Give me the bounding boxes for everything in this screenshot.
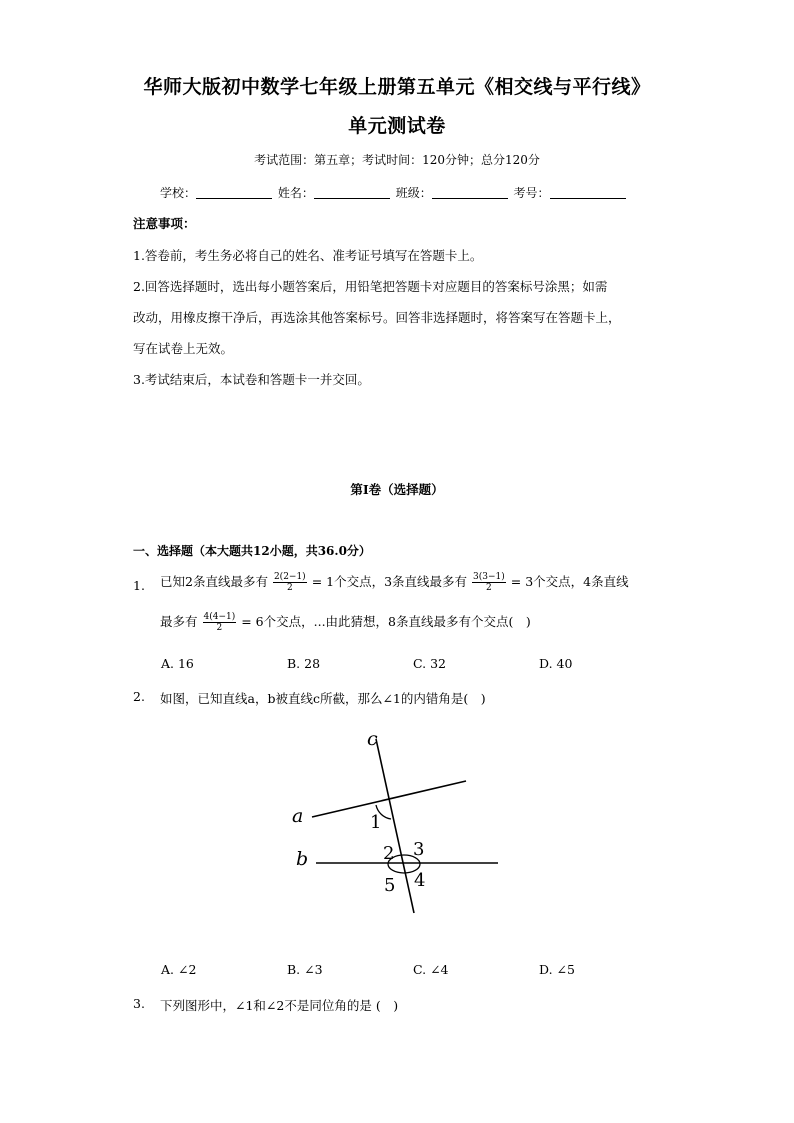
volume-title: 第I卷（选择题）	[350, 482, 444, 497]
line-a	[312, 781, 466, 817]
name-label: 姓名：	[277, 186, 314, 200]
q1-fraction-3-num: 4(4−1)	[203, 612, 236, 622]
page-subtitle: 单元测试卷	[348, 115, 446, 137]
student-info-row	[160, 184, 660, 201]
q1-fraction-1	[273, 572, 307, 593]
label-angle-4: 4	[414, 870, 426, 891]
q1-option-a: A. 16	[161, 656, 194, 671]
note-item-2-line3: 写在试卷上无效。	[133, 341, 234, 356]
notes-heading: 注意事项：	[133, 216, 196, 231]
q1-option-c: C. 32	[413, 656, 446, 671]
label-b: b	[296, 848, 309, 870]
q1-text-3: = 3个交点，4条直线	[510, 574, 629, 589]
note-item-1: 1.答卷前，考生务必将自己的姓名、准考证号填写在答题卡上。	[133, 248, 483, 263]
q1-text-2: = 1个交点，3条直线最多有	[311, 574, 468, 589]
label-a: a	[292, 805, 304, 827]
q2-option-a: A. ∠2	[161, 962, 197, 977]
q1-fraction-1-num: 2(2−1)	[273, 572, 306, 582]
q2-figure	[280, 715, 510, 945]
q2-text: 如图，已知直线a，b被直线c所截，那么∠1的内错角是( )	[160, 691, 486, 706]
q1-fraction-3	[203, 612, 237, 633]
q1-fraction-1-den: 2	[286, 583, 293, 593]
page-title: 华师大版初中数学七年级上册第五单元《相交线与平行线》	[143, 76, 651, 98]
name-blank	[314, 186, 390, 199]
label-angle-2: 2	[383, 843, 395, 864]
q1-text-5: = 6个交点，...由此猜想，8条直线最多有个交点( )	[241, 614, 531, 629]
label-angle-1: 1	[370, 812, 382, 833]
q2-option-b: B. ∠3	[287, 962, 323, 977]
label-angle-5: 5	[384, 875, 396, 896]
q1-fraction-2-num: 3(3−1)	[473, 572, 505, 582]
note-item-2-line2: 改动，用橡皮擦干净后，再选涂其他答案标号。回答非选择题时，将答案写在答题卡上，	[133, 310, 621, 325]
q1-fraction-3-den: 2	[216, 623, 223, 633]
q3-number: 3.	[133, 996, 145, 1011]
school-blank	[196, 186, 272, 199]
q1-fraction-2	[472, 572, 506, 593]
q1-line2	[160, 612, 531, 633]
exam-info: 考试范围：第五章；考试时间：120分钟；总分120分	[254, 153, 540, 167]
note-item-2-line1: 2.回答选择题时，选出每小题答案后，用铅笔把答题卡对应题目的答案标号涂黑；如需	[133, 279, 608, 294]
label-angle-3: 3	[413, 839, 425, 860]
label-c: c	[367, 728, 378, 750]
q1-fraction-2-den: 2	[486, 583, 492, 593]
q1-line1	[160, 572, 629, 593]
q2-number: 2.	[133, 689, 145, 704]
number-label: 考号：	[513, 186, 550, 200]
q1-text-4: 最多有	[160, 614, 198, 629]
class-label: 班级：	[395, 186, 432, 200]
part-title: 一、选择题（本大题共12小题，共36.0分）	[133, 544, 371, 558]
q1-number: 1.	[133, 578, 145, 593]
school-label: 学校：	[160, 186, 197, 200]
q1-option-b: B. 28	[287, 656, 321, 671]
q1-option-d: D. 40	[539, 656, 573, 671]
q3-text: 下列图形中，∠1和∠2不是同位角的是 ( )	[160, 998, 399, 1013]
q2-option-d: D. ∠5	[539, 962, 575, 977]
class-blank	[432, 186, 508, 199]
note-item-3: 3.考试结束后，本试卷和答题卡一并交回。	[133, 372, 370, 387]
q2-option-c: C. ∠4	[413, 962, 449, 977]
number-blank	[550, 186, 626, 199]
q1-text-1: 已知2条直线最多有	[160, 574, 268, 589]
